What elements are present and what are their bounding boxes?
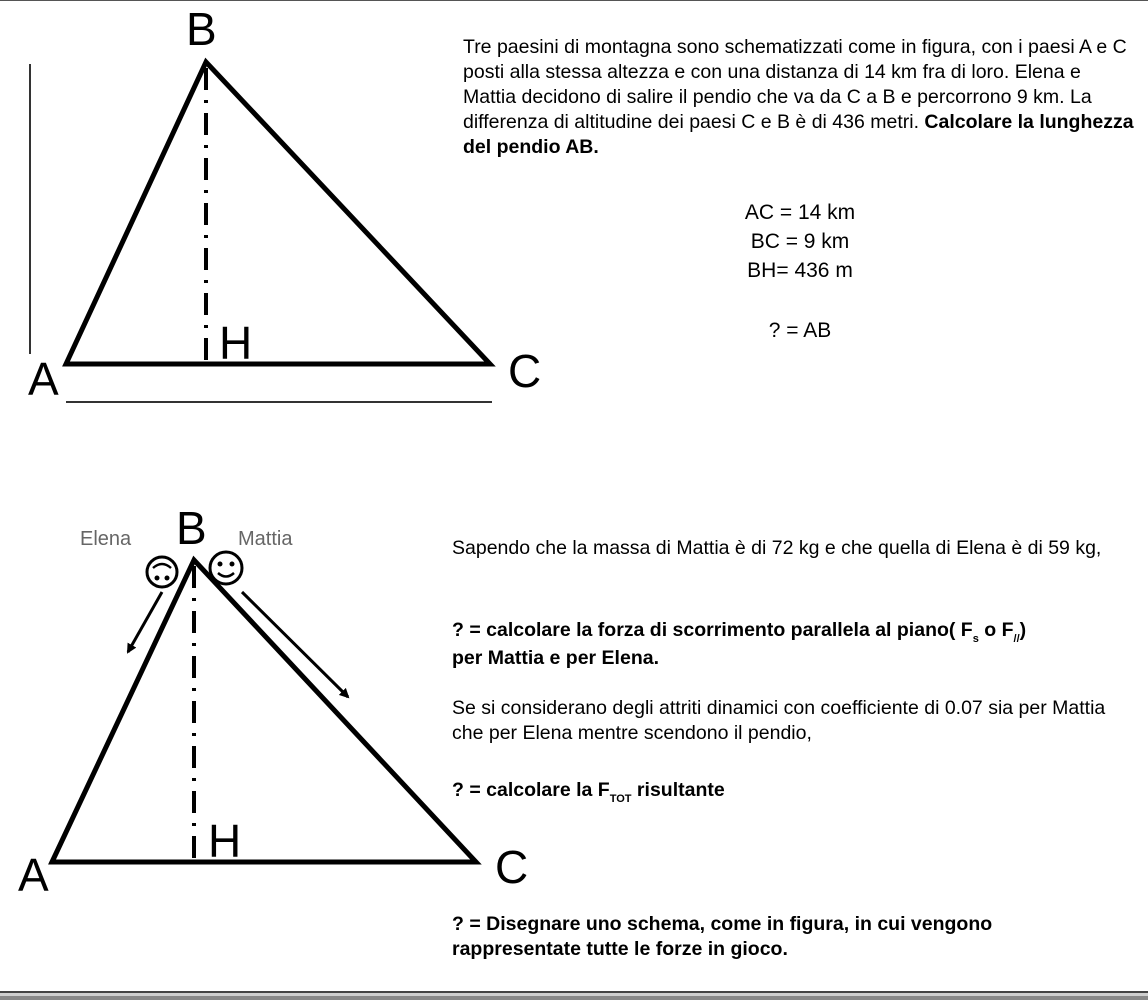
triangle-abc-2 [52,560,476,867]
mattia-arrow-icon [242,592,348,697]
vertex-a-label-2: A [18,849,49,901]
mattia-label: Mattia [238,528,293,550]
vertex-b-label: B [186,3,217,55]
friction-text: Se si considerano degli attriti dinamici con coefficiente di 0.07 sia per Mattia che per Elena mentre scendono il pendio, [452,697,1106,744]
mass-text: Sapendo che la massa di Mattia è di 72 kg e che quella di Elena è di 59 kg, [452,537,1102,559]
q1-line2: per Mattia e per Elena. [452,647,659,669]
question-1 [452,618,1142,671]
given-ac: AC = 14 km [744,201,856,224]
elena-face-icon [147,557,177,587]
vertex-c-label-2: C [495,841,529,893]
problem-intro: Tre paesini di montagna sono schematizzati come in figura, con i paesi A e C posti alla stessa altezza e con una distanza di 14 km fra di loro. Elena e Mattia decidono di salire il pendio che va da C a B e percorrono 9 km. La differenza di altitudine dei paesi C e B è di 436 metri. [463,36,1127,133]
q1-sub-s: s [972,633,979,645]
bottom-border [0,991,1148,1000]
question-2 [452,778,1132,806]
vertex-a-label: A [28,353,59,405]
mattia-face-icon [210,552,242,584]
question-3: ? = Disegnare uno schema, come in figura, in cui vengono rappresentate tutte le forze in gioco. [452,913,993,960]
given-bc: BC = 9 km [750,230,850,253]
q2-prefix: ? = calcolare la F [452,779,610,801]
q1-mid: o F [978,619,1014,641]
given-bh: BH= 436 m [747,259,853,282]
q1-sub-parallel: // [1013,633,1020,645]
elena-label: Elena [80,528,132,550]
foot-h-label-2: H [208,815,242,867]
foot-h-label: H [219,317,253,369]
q1-prefix: ? = calcolare la forza di scorrimento parallela al piano( F [452,619,973,641]
problem-question: Calcolare la lunghezza del pendio AB. [463,111,1134,158]
vertex-c-label: C [508,345,542,397]
q1-suffix: ) [1019,619,1027,641]
vertex-b-label-2: B [176,502,207,554]
q2-suffix: risultante [631,779,725,801]
unknown-ab: ? = AB [768,319,832,342]
q2-sub-tot: TOT [609,793,632,805]
